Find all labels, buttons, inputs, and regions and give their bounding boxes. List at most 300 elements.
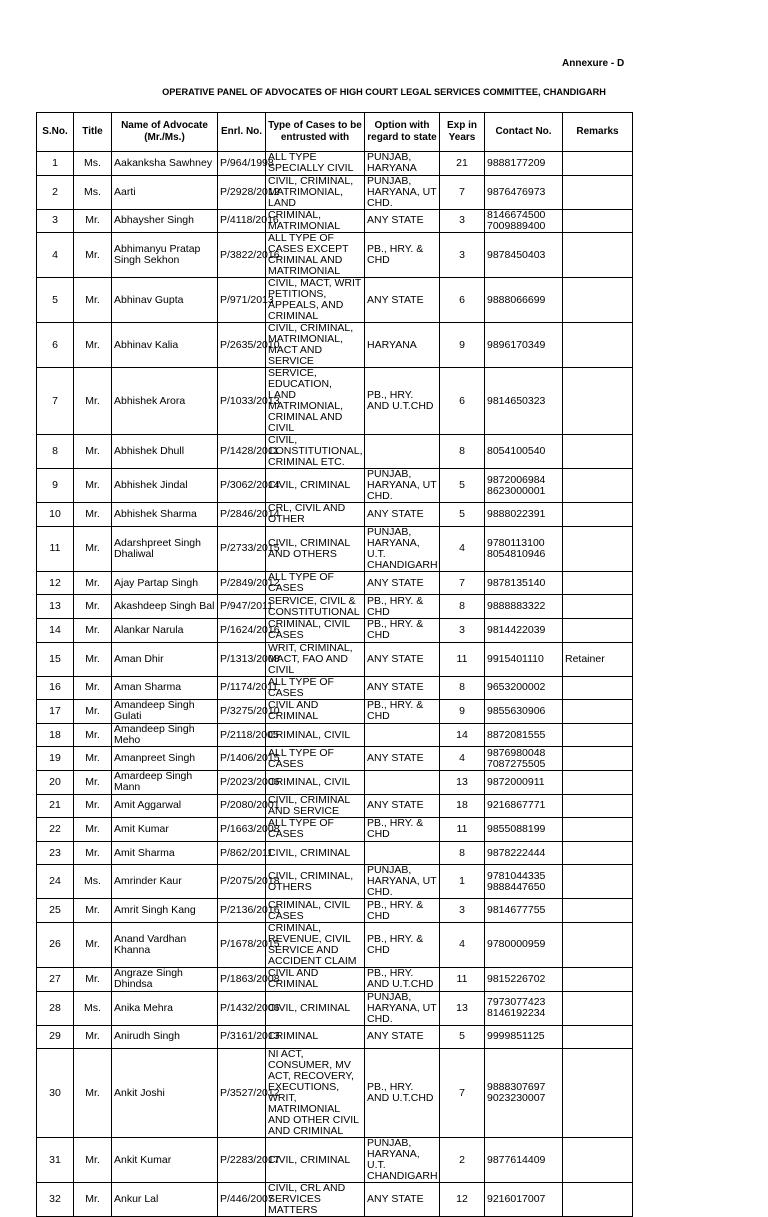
- cell-name: Amandeep Singh Gulati: [112, 700, 218, 724]
- cell-remarks: [563, 233, 633, 278]
- cell-sno: 13: [37, 595, 74, 619]
- cell-enrl: P/3822/2016: [218, 233, 266, 278]
- cell-exp: 6: [440, 278, 485, 323]
- cell-name: Amit Kumar: [112, 818, 218, 842]
- cell-name: Anika Mehra: [112, 991, 218, 1025]
- cell-remarks: [563, 618, 633, 642]
- cell-enrl: P/2928/2012: [218, 175, 266, 209]
- cell-name: Aman Dhir: [112, 642, 218, 676]
- cell-cases: ALL TYPE OF CASES: [266, 571, 365, 595]
- cell-exp: 3: [440, 209, 485, 233]
- cell-option: PB., HRY. & CHD: [365, 899, 440, 923]
- cell-name: Amrinder Kaur: [112, 865, 218, 899]
- cell-exp: 4: [440, 526, 485, 571]
- cell-option: [365, 841, 440, 865]
- column-header-contact: Contact No.: [485, 113, 563, 152]
- cell-title: Mr.: [74, 435, 112, 469]
- cell-title: Ms.: [74, 991, 112, 1025]
- cell-name: Ankit Joshi: [112, 1049, 218, 1138]
- cell-contact: 9814422039: [485, 618, 563, 642]
- cell-cases: CRIMINAL: [266, 1025, 365, 1049]
- cell-sno: 2: [37, 175, 74, 209]
- cell-option: ANY STATE: [365, 278, 440, 323]
- table-row: [37, 1025, 633, 1049]
- cell-enrl: P/1863/2008: [218, 967, 266, 991]
- cell-sno: 9: [37, 469, 74, 503]
- cell-title: Mr.: [74, 841, 112, 865]
- table-row: [37, 503, 633, 527]
- cell-enrl: P/1428/2011: [218, 435, 266, 469]
- cell-option: PB., HRY. & CHD: [365, 700, 440, 724]
- cell-remarks: [563, 818, 633, 842]
- cell-name: Abhishek Arora: [112, 368, 218, 435]
- cell-enrl: P/971/2013: [218, 278, 266, 323]
- table-row: [37, 435, 633, 469]
- cell-enrl: P/3161/2013: [218, 1025, 266, 1049]
- cell-name: Amardeep Singh Mann: [112, 770, 218, 794]
- cell-option: [365, 435, 440, 469]
- cell-option: ANY STATE: [365, 642, 440, 676]
- cell-contact: 8146674500 7009889400: [485, 209, 563, 233]
- cell-remarks: [563, 723, 633, 747]
- cell-cases: WRIT, CRIMINAL, MACT, FAO AND CIVIL: [266, 642, 365, 676]
- table-row: [37, 618, 633, 642]
- cell-sno: 24: [37, 865, 74, 899]
- cell-exp: 12: [440, 1183, 485, 1217]
- cell-cases: ALL TYPE SPECIALLY CIVIL: [266, 152, 365, 176]
- cell-title: Mr.: [74, 526, 112, 571]
- cell-option: [365, 723, 440, 747]
- cell-remarks: [563, 278, 633, 323]
- cell-contact: 9877614409: [485, 1138, 563, 1183]
- cell-enrl: P/964/1998: [218, 152, 266, 176]
- cell-contact: 9855630906: [485, 700, 563, 724]
- table-row: [37, 899, 633, 923]
- cell-sno: 26: [37, 922, 74, 967]
- cell-option: PUNJAB, HARYANA, UT CHD.: [365, 469, 440, 503]
- cell-sno: 23: [37, 841, 74, 865]
- cell-name: Abhaysher Singh: [112, 209, 218, 233]
- cell-cases: ALL TYPE OF CASES: [266, 818, 365, 842]
- cell-option: ANY STATE: [365, 747, 440, 771]
- column-header-option: Option with regard to state: [365, 113, 440, 152]
- cell-option: ANY STATE: [365, 209, 440, 233]
- cell-remarks: [563, 922, 633, 967]
- table-row: [37, 747, 633, 771]
- cell-title: Mr.: [74, 595, 112, 619]
- cell-remarks: [563, 967, 633, 991]
- cell-title: Mr.: [74, 1049, 112, 1138]
- cell-exp: 8: [440, 435, 485, 469]
- cell-contact: 9915401110: [485, 642, 563, 676]
- table-row: [37, 991, 633, 1025]
- cell-exp: 5: [440, 1025, 485, 1049]
- cell-sno: 25: [37, 899, 74, 923]
- column-header-remarks: Remarks: [563, 113, 633, 152]
- cell-title: Mr.: [74, 747, 112, 771]
- cell-option: HARYANA: [365, 323, 440, 368]
- cell-title: Mr.: [74, 503, 112, 527]
- cell-cases: ALL TYPE OF CASES EXCEPT CRIMINAL AND MATRIMONIAL: [266, 233, 365, 278]
- cell-title: Mr.: [74, 209, 112, 233]
- cell-contact: 9653200002: [485, 676, 563, 700]
- table-row: [37, 469, 633, 503]
- page-title: OPERATIVE PANEL OF ADVOCATES OF HIGH COURT LEGAL SERVICES COMMITTEE, CHANDIGARH: [162, 87, 606, 97]
- cell-sno: 29: [37, 1025, 74, 1049]
- cell-remarks: [563, 209, 633, 233]
- cell-exp: 9: [440, 323, 485, 368]
- cell-enrl: P/2118/2005: [218, 723, 266, 747]
- cell-sno: 20: [37, 770, 74, 794]
- cell-name: Adarshpreet Singh Dhaliwal: [112, 526, 218, 571]
- cell-title: Mr.: [74, 899, 112, 923]
- cell-option: PB., HRY. & CHD: [365, 922, 440, 967]
- cell-contact: 9896170349: [485, 323, 563, 368]
- cell-contact: 9888022391: [485, 503, 563, 527]
- cell-title: Mr.: [74, 323, 112, 368]
- cell-contact: 9888066699: [485, 278, 563, 323]
- cell-name: Ankit Kumar: [112, 1138, 218, 1183]
- cell-exp: 8: [440, 841, 485, 865]
- cell-cases: CIVIL, CRIMINAL: [266, 841, 365, 865]
- cell-enrl: P/947/2011: [218, 595, 266, 619]
- column-header-sno: S.No.: [37, 113, 74, 152]
- cell-contact: 9878450403: [485, 233, 563, 278]
- cell-title: Mr.: [74, 794, 112, 818]
- table-row: [37, 1049, 633, 1138]
- cell-remarks: Retainer: [563, 642, 633, 676]
- cell-name: Akashdeep Singh Bal: [112, 595, 218, 619]
- table-row: [37, 841, 633, 865]
- cell-enrl: P/1678/2015: [218, 922, 266, 967]
- cell-enrl: P/2136/2016: [218, 899, 266, 923]
- cell-cases: CIVIL AND CRIMINAL: [266, 967, 365, 991]
- cell-exp: 14: [440, 723, 485, 747]
- cell-name: Abhishek Dhull: [112, 435, 218, 469]
- cell-option: PB., HRY. & CHD: [365, 595, 440, 619]
- cell-title: Mr.: [74, 571, 112, 595]
- cell-title: Mr.: [74, 723, 112, 747]
- table-row: [37, 1138, 633, 1183]
- cell-exp: 3: [440, 233, 485, 278]
- cell-enrl: P/2080/2001: [218, 794, 266, 818]
- cell-name: Amit Aggarwal: [112, 794, 218, 818]
- cell-contact: 9888307697 9023230007: [485, 1049, 563, 1138]
- cell-enrl: P/1174/2011: [218, 676, 266, 700]
- cell-option: PUNJAB, HARYANA, U.T. CHANDIGARH: [365, 526, 440, 571]
- cell-sno: 18: [37, 723, 74, 747]
- cell-cases: CRIMINAL, REVENUE, CIVIL SERVICE AND ACCIDENT CLAIM: [266, 922, 365, 967]
- cell-cases: CIVIL, CRIMINAL, MATRIMONIAL, LAND: [266, 175, 365, 209]
- cell-remarks: [563, 747, 633, 771]
- cell-contact: 9814650323: [485, 368, 563, 435]
- annexure-label: Annexure - D: [562, 58, 625, 69]
- table-row: [37, 323, 633, 368]
- table-row: [37, 175, 633, 209]
- cell-enrl: P/1432/2006: [218, 991, 266, 1025]
- cell-cases: CRIMINAL, CIVIL: [266, 723, 365, 747]
- cell-cases: CIVIL, CRIMINAL: [266, 1138, 365, 1183]
- cell-name: Anirudh Singh: [112, 1025, 218, 1049]
- cell-enrl: P/1624/2016: [218, 618, 266, 642]
- cell-name: Aarti: [112, 175, 218, 209]
- cell-remarks: [563, 676, 633, 700]
- cell-enrl: P/4118/2016: [218, 209, 266, 233]
- cell-name: Abhimanyu Pratap Singh Sekhon: [112, 233, 218, 278]
- cell-cases: CIVIL, CRIMINAL, MATRIMONIAL, MACT AND SERVICE: [266, 323, 365, 368]
- cell-sno: 5: [37, 278, 74, 323]
- cell-option: ANY STATE: [365, 794, 440, 818]
- cell-cases: CIVIL, CRIMINAL: [266, 991, 365, 1025]
- cell-remarks: [563, 1183, 633, 1217]
- cell-enrl: P/2075/2018: [218, 865, 266, 899]
- cell-remarks: [563, 323, 633, 368]
- cell-cases: CIVIL, CRIMINAL AND SERVICE: [266, 794, 365, 818]
- cell-contact: 9855088199: [485, 818, 563, 842]
- cell-title: Ms.: [74, 865, 112, 899]
- cell-title: Mr.: [74, 1025, 112, 1049]
- cell-remarks: [563, 1025, 633, 1049]
- table-row: [37, 700, 633, 724]
- cell-name: Ajay Partap Singh: [112, 571, 218, 595]
- cell-exp: 11: [440, 967, 485, 991]
- cell-name: Anand Vardhan Khanna: [112, 922, 218, 967]
- cell-enrl: P/862/2011: [218, 841, 266, 865]
- cell-contact: 9780113100 8054810946: [485, 526, 563, 571]
- cell-title: Mr.: [74, 818, 112, 842]
- cell-contact: 7973077423 8146192234: [485, 991, 563, 1025]
- column-header-enrl: Enrl. No.: [218, 113, 266, 152]
- column-header-cases: Type of Cases to be entrusted with: [266, 113, 365, 152]
- cell-enrl: P/3275/2010: [218, 700, 266, 724]
- cell-title: Mr.: [74, 618, 112, 642]
- table-row: [37, 368, 633, 435]
- cell-enrl: P/2635/2010: [218, 323, 266, 368]
- table-row: [37, 967, 633, 991]
- cell-option: PUNJAB, HARYANA, U.T. CHANDIGARH: [365, 1138, 440, 1183]
- cell-cases: CIVIL, CONSTITUTIONAL, CRIMINAL ETC.: [266, 435, 365, 469]
- cell-sno: 10: [37, 503, 74, 527]
- cell-exp: 3: [440, 899, 485, 923]
- cell-option: PUNJAB, HARYANA, UT CHD.: [365, 175, 440, 209]
- table-row: [37, 1183, 633, 1217]
- cell-remarks: [563, 865, 633, 899]
- cell-contact: 9878135140: [485, 571, 563, 595]
- cell-title: Mr.: [74, 278, 112, 323]
- cell-option: ANY STATE: [365, 1183, 440, 1217]
- column-header-title: Title: [74, 113, 112, 152]
- cell-sno: 7: [37, 368, 74, 435]
- cell-contact: 9216017007: [485, 1183, 563, 1217]
- cell-exp: 7: [440, 175, 485, 209]
- cell-cases: NI ACT, CONSUMER, MV ACT, RECOVERY, EXECUTIONS, WRIT, MATRIMONIAL AND OTHER CIVIL AND CRIMINAL: [266, 1049, 365, 1138]
- cell-sno: 12: [37, 571, 74, 595]
- cell-exp: 8: [440, 676, 485, 700]
- cell-exp: 5: [440, 503, 485, 527]
- cell-remarks: [563, 899, 633, 923]
- cell-title: Mr.: [74, 233, 112, 278]
- cell-remarks: [563, 841, 633, 865]
- table-row: [37, 676, 633, 700]
- cell-cases: SERVICE, EDUCATION, LAND MATRIMONIAL, CRIMINAL AND CIVIL: [266, 368, 365, 435]
- cell-exp: 3: [440, 618, 485, 642]
- cell-name: Alankar Narula: [112, 618, 218, 642]
- cell-remarks: [563, 469, 633, 503]
- cell-sno: 8: [37, 435, 74, 469]
- cell-option: ANY STATE: [365, 503, 440, 527]
- cell-option: PUNJAB, HARYANA, UT CHD.: [365, 991, 440, 1025]
- cell-exp: 5: [440, 469, 485, 503]
- cell-exp: 21: [440, 152, 485, 176]
- cell-remarks: [563, 595, 633, 619]
- cell-remarks: [563, 526, 633, 571]
- cell-sno: 30: [37, 1049, 74, 1138]
- cell-remarks: [563, 794, 633, 818]
- table-row: [37, 922, 633, 967]
- cell-remarks: [563, 991, 633, 1025]
- cell-option: PB., HRY. AND U.T.CHD: [365, 368, 440, 435]
- cell-cases: CRIMINAL, CIVIL CASES: [266, 899, 365, 923]
- table-header-row: [37, 113, 633, 152]
- cell-option: PB., HRY. & CHD: [365, 618, 440, 642]
- cell-cases: ALL TYPE OF CASES: [266, 747, 365, 771]
- cell-contact: 9781044335 9888447650: [485, 865, 563, 899]
- cell-contact: 9876476973: [485, 175, 563, 209]
- table-row: [37, 152, 633, 176]
- cell-title: Mr.: [74, 642, 112, 676]
- cell-sno: 14: [37, 618, 74, 642]
- cell-name: Abhinav Gupta: [112, 278, 218, 323]
- cell-title: Ms.: [74, 175, 112, 209]
- cell-remarks: [563, 571, 633, 595]
- cell-cases: CRIMINAL, MATRIMONIAL: [266, 209, 365, 233]
- cell-name: Aakanksha Sawhney: [112, 152, 218, 176]
- cell-enrl: P/2733/2015: [218, 526, 266, 571]
- cell-title: Mr.: [74, 770, 112, 794]
- cell-enrl: P/3062/2014: [218, 469, 266, 503]
- cell-cases: ALL TYPE OF CASES: [266, 676, 365, 700]
- cell-cases: CRIMINAL, CIVIL: [266, 770, 365, 794]
- cell-cases: CIVIL, CRIMINAL AND OTHERS: [266, 526, 365, 571]
- cell-exp: 9: [440, 700, 485, 724]
- cell-sno: 28: [37, 991, 74, 1025]
- cell-option: PUNJAB, HARYANA: [365, 152, 440, 176]
- table-row: [37, 571, 633, 595]
- cell-name: Amrit Singh Kang: [112, 899, 218, 923]
- cell-option: ANY STATE: [365, 676, 440, 700]
- cell-title: Mr.: [74, 676, 112, 700]
- cell-sno: 17: [37, 700, 74, 724]
- cell-contact: 9999851125: [485, 1025, 563, 1049]
- cell-sno: 27: [37, 967, 74, 991]
- cell-exp: 6: [440, 368, 485, 435]
- cell-title: Mr.: [74, 1138, 112, 1183]
- cell-option: PB., HRY. & CHD: [365, 233, 440, 278]
- table-row: [37, 278, 633, 323]
- column-header-name: Name of Advocate (Mr./Ms.): [112, 113, 218, 152]
- cell-cases: CRIMINAL, CIVIL CASES: [266, 618, 365, 642]
- cell-name: Amanpreet Singh: [112, 747, 218, 771]
- cell-enrl: P/1313/2008: [218, 642, 266, 676]
- cell-sno: 4: [37, 233, 74, 278]
- cell-enrl: P/2846/2014: [218, 503, 266, 527]
- cell-enrl: P/1406/2015: [218, 747, 266, 771]
- cell-sno: 6: [37, 323, 74, 368]
- cell-sno: 22: [37, 818, 74, 842]
- cell-option: PB., HRY. AND U.T.CHD: [365, 1049, 440, 1138]
- cell-exp: 2: [440, 1138, 485, 1183]
- cell-enrl: P/1663/2008: [218, 818, 266, 842]
- cell-contact: 9872006984 8623000001: [485, 469, 563, 503]
- cell-sno: 16: [37, 676, 74, 700]
- column-header-exp: Exp in Years: [440, 113, 485, 152]
- table-row: [37, 595, 633, 619]
- cell-name: Abhishek Sharma: [112, 503, 218, 527]
- cell-cases: SERVICE, CIVIL & CONSTITUTIONAL: [266, 595, 365, 619]
- table-row: [37, 209, 633, 233]
- cell-remarks: [563, 368, 633, 435]
- cell-sno: 31: [37, 1138, 74, 1183]
- advocates-table: [36, 112, 633, 1217]
- cell-name: Abhinav Kalia: [112, 323, 218, 368]
- cell-sno: 1: [37, 152, 74, 176]
- cell-option: PB., HRY. AND U.T.CHD: [365, 967, 440, 991]
- table-row: [37, 794, 633, 818]
- cell-enrl: P/2023/2006: [218, 770, 266, 794]
- cell-enrl: P/1033/2013: [218, 368, 266, 435]
- cell-exp: 11: [440, 818, 485, 842]
- cell-contact: 9814677755: [485, 899, 563, 923]
- cell-remarks: [563, 700, 633, 724]
- cell-exp: 7: [440, 571, 485, 595]
- cell-enrl: P/2849/2012: [218, 571, 266, 595]
- cell-enrl: P/3527/2012: [218, 1049, 266, 1138]
- cell-name: Ankur Lal: [112, 1183, 218, 1217]
- cell-sno: 15: [37, 642, 74, 676]
- cell-remarks: [563, 770, 633, 794]
- cell-contact: 9780000959: [485, 922, 563, 967]
- cell-contact: 8054100540: [485, 435, 563, 469]
- cell-option: PUNJAB, HARYANA, UT CHD.: [365, 865, 440, 899]
- cell-cases: CIVIL, CRIMINAL, OTHERS: [266, 865, 365, 899]
- cell-sno: 11: [37, 526, 74, 571]
- cell-cases: CIVIL, CRL AND SERVICES MATTERS: [266, 1183, 365, 1217]
- cell-remarks: [563, 503, 633, 527]
- cell-name: Aman Sharma: [112, 676, 218, 700]
- cell-contact: 9815226702: [485, 967, 563, 991]
- cell-option: PB., HRY. & CHD: [365, 818, 440, 842]
- cell-sno: 19: [37, 747, 74, 771]
- cell-title: Mr.: [74, 922, 112, 967]
- cell-contact: 9888177209: [485, 152, 563, 176]
- cell-cases: CRL, CIVIL AND OTHER: [266, 503, 365, 527]
- cell-remarks: [563, 152, 633, 176]
- cell-name: Amandeep Singh Meho: [112, 723, 218, 747]
- table-body: [37, 152, 633, 1217]
- cell-sno: 21: [37, 794, 74, 818]
- table-row: [37, 723, 633, 747]
- cell-remarks: [563, 175, 633, 209]
- cell-cases: CIVIL AND CRIMINAL: [266, 700, 365, 724]
- cell-exp: 8: [440, 595, 485, 619]
- cell-option: ANY STATE: [365, 1025, 440, 1049]
- cell-enrl: P/2283/2017: [218, 1138, 266, 1183]
- cell-title: Mr.: [74, 368, 112, 435]
- cell-contact: 9876980048 7087275505: [485, 747, 563, 771]
- cell-exp: 11: [440, 642, 485, 676]
- cell-remarks: [563, 1138, 633, 1183]
- cell-sno: 32: [37, 1183, 74, 1217]
